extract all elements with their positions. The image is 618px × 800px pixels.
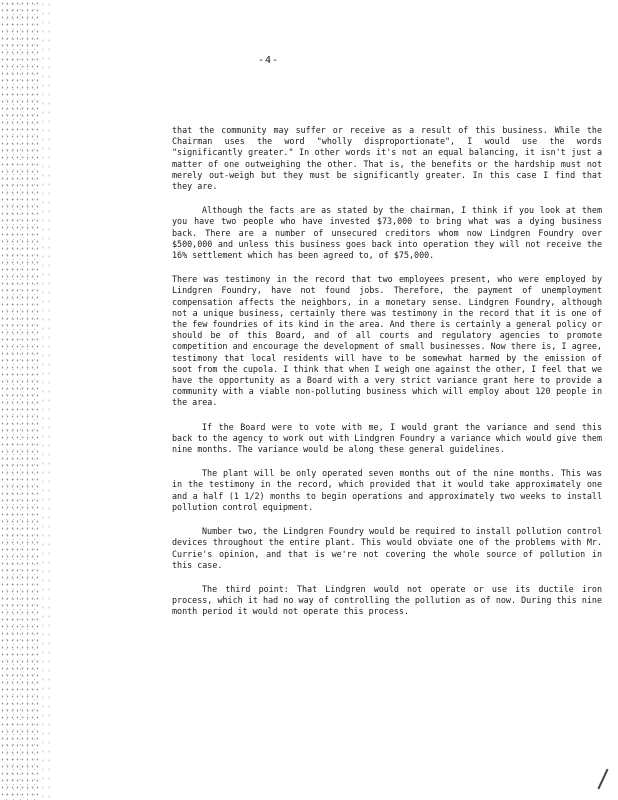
paragraph-facts: Although the facts are as stated by the chairman, I think if you look at them you have two people who have invested $73,000 to bring what was a dying business back. There are a number of unsecured creditors whom now Lindgren Foundry over $500,000 and unless this business goes back into operation they will not receive the 16% settlement which has been agreed to, of $75,000. bbox=[172, 205, 602, 261]
scanned-page-edge bbox=[0, 0, 40, 800]
page-number: -4- bbox=[258, 55, 280, 66]
paragraph-guideline-one: The plant will be only operated seven months out of the nine months. This was in the testimony in the record, which provided that it would take approximately one and a half (1 1/2) months to begin operations and approximately two weeks to install pollution control equipment. bbox=[172, 468, 602, 512]
scan-corner-mark bbox=[597, 769, 608, 790]
paragraph-guideline-two: Number two, the Lindgren Foundry would be required to install pollution control devices throughout the entire plant. This would obviate one of the problems with Mr. Currie's opinion, and that is we're not covering the whole source of pollution in this case. bbox=[172, 526, 602, 570]
paragraph-testimony: There was testimony in the record that two employees present, who were employed by Lindgren Foundry, have not found jobs. Therefore, the payment of unemployment compensation affects the neighbors, in a monetary sense. Lindgren Foundry, although not a unique business, certainly there was testimony in the record that it is one of the few foundries of its kind in the area. And there is certainly a general policy or should be of this Board, and of all courts and regulatory agencies to promote competition and encourage the development of small businesses. Now there is, I agree, testimony that local residents will have to be somewhat harmed by the emission of soot from the cupola. I think that when I weigh one against the other, I feel that we have the opportunity as a Board with a very strict variance grant here to provide a community with a viable non-polluting business which will employ about 120 people in the area. bbox=[172, 274, 602, 408]
paragraph-variance-proposal: If the Board were to vote with me, I would grant the variance and send this back to the agency to work out with Lindgren Foundry a variance which would give them nine months. The variance would be along these general guidelines. bbox=[172, 421, 602, 455]
paragraph-guideline-three: The third point: That Lindgren would not operate or use its ductile iron process, which it had no way of controlling the pollution as of now. During this nine month period it would not operate this process. bbox=[172, 583, 602, 617]
paragraph-continuation: that the community may suffer or receive as a result of this business. While the Chairman uses the word "wholly disproportionate", I would use the words "significantly greater." In other words it's not an equal balancing, it isn't just a matter of one outweighing the other. That is, the benefits or the hardship must not merely out-weigh but they must be significantly greater. In this case I find that they are. bbox=[172, 125, 602, 192]
document-body bbox=[172, 125, 602, 631]
